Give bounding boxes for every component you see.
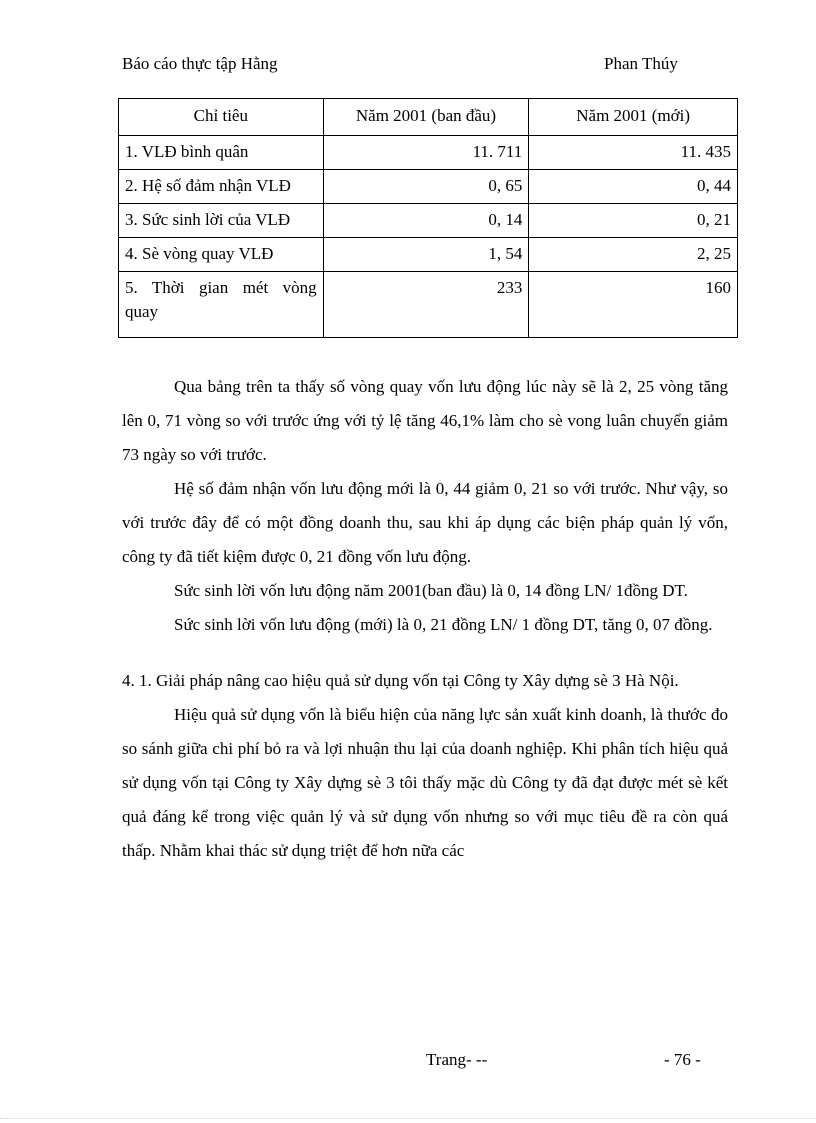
footer-page-label: Trang- -- [426, 1050, 488, 1069]
table-row [119, 136, 738, 170]
cell-value: 0, 44 [529, 170, 738, 204]
column-header: Năm 2001 (ban đầu) [323, 99, 529, 136]
cell-value: 0, 14 [323, 204, 529, 238]
paragraph: Qua bảng trên ta thấy số vòng quay vốn lưu động lúc này sẽ là 2, 25 vòng tăng lên 0, 71 vòng so với trước ứng với tỷ lệ tăng 46,1% làm cho sè vong luân chuyển giảm 73 ngày so với trước. [122, 377, 728, 464]
table-header-row [119, 99, 738, 136]
column-header: Chỉ tiêu [119, 99, 324, 136]
footer-page-number: - 76 - [664, 1050, 701, 1069]
table-row [119, 238, 738, 272]
cell-value: 233 [323, 272, 529, 338]
cell-value: 2, 25 [529, 238, 738, 272]
row-label: 2. Hệ số đảm nhận VLĐ [119, 170, 324, 204]
header-author: Phan Thúy [604, 54, 678, 73]
row-label: 3. Sức sinh lời của VLĐ [119, 204, 324, 238]
header-report-title: Báo cáo thực tập Hằng [122, 54, 278, 73]
cell-value: 0, 21 [529, 204, 738, 238]
comparison-table [118, 98, 738, 338]
row-label-line: quay [125, 302, 159, 321]
cell-value: 160 [529, 272, 738, 338]
paragraph: Hiệu quả sử dụng vốn là biểu hiện của năng lực sản xuất kinh doanh, là thước đo so sánh giữa chi phí bỏ ra và lợi nhuận thu lại của doanh nghiệp. Khi phân tích hiệu quả sử dụng vốn tại Công ty Xây dựng sè 3 tôi thấy mặc dù Công ty đã đạt được mét sè kết quả đáng kể trong việc quản lý và sử dụng vốn nhưng so với mục tiêu đề ra còn quá thấp. Nhằm khai thác sử dụng triệt để hơn nữa các [122, 705, 728, 860]
row-label [119, 272, 324, 338]
cell-value: 11. 711 [323, 136, 529, 170]
table-row [119, 170, 738, 204]
row-label: 4. Sè vòng quay VLĐ [119, 238, 324, 272]
paragraph: Sức sinh lời vốn lưu động năm 2001(ban đầu) là 0, 14 đồng LN/ 1đồng DT. [174, 581, 688, 600]
document-body [122, 370, 728, 868]
row-label-line: 5. Thời gian mét vòng [125, 278, 317, 297]
section-heading: 4. 1. Giải pháp nâng cao hiệu quả sử dụng vốn tại Công ty Xây dựng sè 3 Hà Nội. [122, 671, 679, 690]
table-row [119, 272, 738, 338]
cell-value: 1, 54 [323, 238, 529, 272]
table-row [119, 204, 738, 238]
page-bottom-divider [0, 1118, 816, 1119]
paragraph: Sức sinh lời vốn lưu động (mới) là 0, 21 đồng LN/ 1 đồng DT, tăng 0, 07 đồng. [174, 615, 713, 634]
row-label: 1. VLĐ bình quân [119, 136, 324, 170]
cell-value: 0, 65 [323, 170, 529, 204]
column-header: Năm 2001 (mới) [529, 99, 738, 136]
paragraph: Hệ số đảm nhận vốn lưu động mới là 0, 44 giảm 0, 21 so với trước. Như vậy, so với trước đây để có một đồng doanh thu, sau khi áp dụng các biện pháp quản lý vốn, công ty đã tiết kiệm được 0, 21 đồng vốn lưu động. [122, 479, 728, 566]
cell-value: 11. 435 [529, 136, 738, 170]
